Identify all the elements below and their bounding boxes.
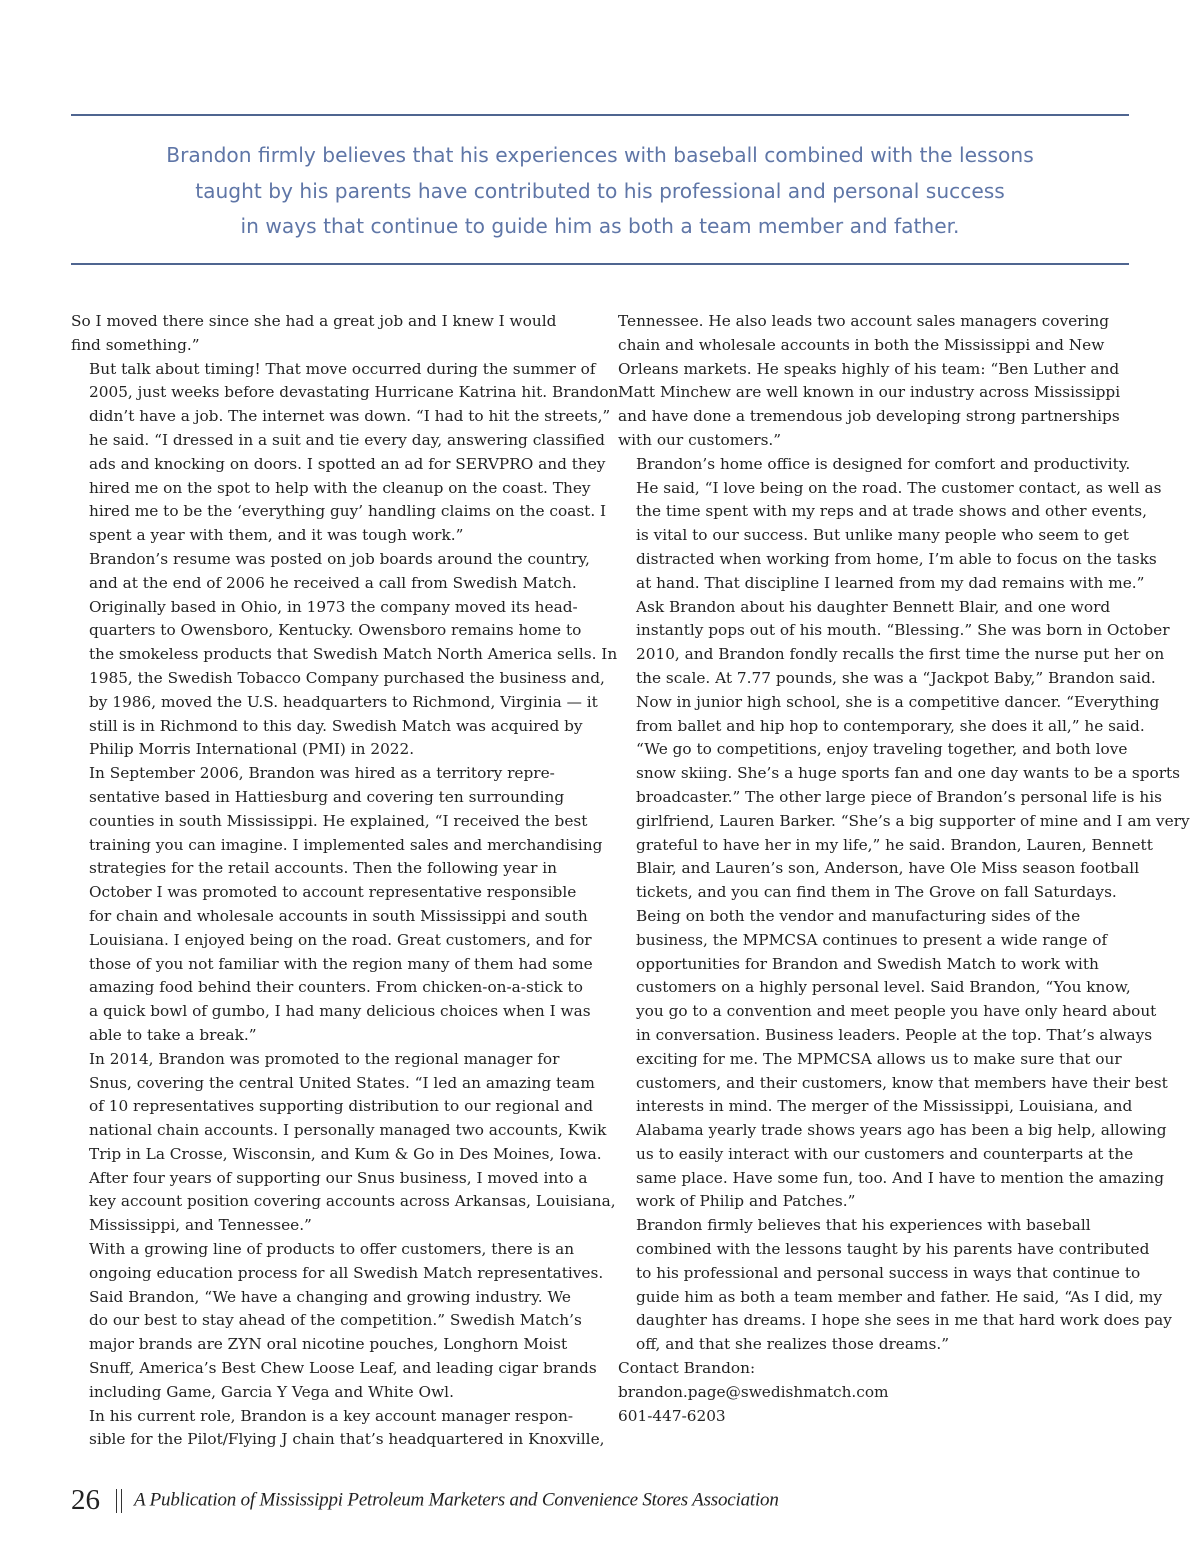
text-line: off, and that she realizes those dreams.” bbox=[636, 1335, 950, 1354]
text-line: exciting for me. The MPMCSA allows us to make sure that our bbox=[636, 1049, 1122, 1068]
pull-quote-line: in ways that continue to guide him as both a team member and father. bbox=[240, 214, 960, 238]
text-line: Snus, covering the central United States. “I led an amazing team bbox=[89, 1073, 595, 1092]
bottom-divider-rule bbox=[71, 263, 1129, 265]
footer-separator bbox=[116, 1489, 122, 1513]
paragraph bbox=[71, 1048, 616, 1238]
page-footer bbox=[71, 1484, 779, 1517]
paragraph bbox=[71, 548, 618, 762]
pull-quote-line: Brandon firmly believes that his experiences with baseball combined with the lessons bbox=[166, 143, 1034, 167]
text-line: Trip in La Crosse, Wisconsin, and Kum & Go in Des Moines, Iowa. bbox=[89, 1144, 602, 1163]
right-column bbox=[618, 310, 1190, 1428]
contact-phone: 601-447-6203 bbox=[618, 1406, 726, 1425]
text-line: In 2014, Brandon was promoted to the regional manager for bbox=[89, 1049, 560, 1068]
text-line: tickets, and you can find them in The Grove on fall Saturdays. bbox=[636, 883, 1117, 902]
text-line: to his professional and personal success in ways that continue to bbox=[636, 1263, 1141, 1282]
text-line: In his current role, Brandon is a key account manager respon- bbox=[89, 1406, 574, 1425]
text-line: So I moved there since she had a great job and I knew I would bbox=[71, 312, 557, 330]
text-line: guide him as both a team member and father. He said, “As I did, my bbox=[636, 1287, 1163, 1306]
text-line: able to take a break.” bbox=[89, 1025, 257, 1044]
text-line: With a growing line of products to offer customers, there is an bbox=[89, 1240, 575, 1259]
text-line: by 1986, moved the U.S. headquarters to Richmond, Virginia — it bbox=[89, 692, 598, 711]
text-line: Now in junior high school, she is a competitive dancer. “Everything bbox=[636, 692, 1160, 711]
text-line: Originally based in Ohio, in 1973 the company moved its head- bbox=[89, 597, 578, 616]
text-line: girlfriend, Lauren Barker. “She’s a big supporter of mine and I am very bbox=[636, 811, 1190, 830]
text-line: Louisiana. I enjoyed being on the road. Great customers, and for bbox=[89, 930, 592, 949]
text-line: opportunities for Brandon and Swedish Match to work with bbox=[636, 954, 1099, 973]
text-line: October I was promoted to account representative responsible bbox=[89, 883, 577, 902]
text-line: at hand. That discipline I learned from my dad remains with me.” bbox=[636, 573, 1145, 592]
text-line: In September 2006, Brandon was hired as a territory repre- bbox=[89, 764, 555, 783]
paragraph bbox=[71, 1238, 604, 1405]
text-line: training you can imagine. I implemented sales and merchandising bbox=[89, 835, 603, 854]
text-line: daughter has dreams. I hope she sees in me that hard work does pay bbox=[636, 1311, 1172, 1330]
paragraph bbox=[71, 1405, 605, 1453]
text-line: He said, “I love being on the road. The customer contact, as well as bbox=[636, 478, 1162, 497]
contact-email: brandon.page@swedishmatch.com bbox=[618, 1382, 889, 1401]
text-line: he said. “I dressed in a suit and tie every day, answering classified bbox=[89, 430, 605, 449]
text-line: grateful to have her in my life,” he said. Brandon, Lauren, Bennett bbox=[636, 835, 1153, 854]
text-line: amazing food behind their counters. From chicken-on-a-stick to bbox=[89, 978, 583, 997]
text-line: spent a year with them, and it was tough work.” bbox=[89, 526, 464, 545]
contact-heading: Contact Brandon: bbox=[618, 1359, 756, 1378]
text-line: But talk about timing! That move occurred during the summer of bbox=[89, 359, 596, 378]
text-line: combined with the lessons taught by his parents have contributed bbox=[636, 1240, 1150, 1259]
text-line: 2005, just weeks before devastating Hurricane Katrina hit. Brandon bbox=[89, 383, 619, 402]
text-line: instantly pops out of his mouth. “Blessing.” She was born in October bbox=[636, 621, 1170, 640]
text-line: Said Brandon, “We have a changing and growing industry. We bbox=[89, 1287, 571, 1306]
text-line: those of you not familiar with the region many of them had some bbox=[89, 954, 593, 973]
text-line: Alabama yearly trade shows years ago has been a big help, allowing bbox=[636, 1121, 1167, 1140]
text-line: Being on both the vendor and manufacturing sides of the bbox=[636, 906, 1081, 925]
text-line: hired me to be the ‘everything guy’ handling claims on the coast. I bbox=[89, 502, 607, 521]
text-line: 1985, the Swedish Tobacco Company purchased the business and, bbox=[89, 668, 605, 687]
text-line: Blair, and Lauren’s son, Anderson, have Ole Miss season football bbox=[636, 859, 1140, 878]
text-line: do our best to stay ahead of the competition.” Swedish Match’s bbox=[89, 1311, 582, 1330]
text-line: 2010, and Brandon fondly recalls the first time the nurse put her on bbox=[636, 645, 1165, 664]
text-line: customers, and their customers, know that members have their best bbox=[636, 1073, 1168, 1092]
text-line: key account position covering accounts across Arkansas, Louisiana, bbox=[89, 1192, 616, 1211]
text-line: work of Philip and Patches.” bbox=[636, 1192, 856, 1211]
text-line: After four years of supporting our Snus business, I moved into a bbox=[89, 1168, 588, 1187]
text-line: and have done a tremendous job developing strong partnerships bbox=[618, 407, 1120, 426]
text-line: for chain and wholesale accounts in south Mississippi and south bbox=[89, 906, 588, 925]
text-line: the scale. At 7.77 pounds, she was a “Jackpot Baby,” Brandon said. bbox=[636, 668, 1156, 687]
text-line: Tennessee. He also leads two account sales managers covering bbox=[618, 312, 1110, 330]
text-line: major brands are ZYN oral nicotine pouches, Longhorn Moist bbox=[89, 1335, 568, 1354]
pull-quote bbox=[100, 138, 1100, 245]
text-line: Philip Morris International (PMI) in 2022. bbox=[89, 740, 415, 759]
text-line: national chain accounts. I personally managed two accounts, Kwik bbox=[89, 1121, 607, 1140]
text-line: counties in south Mississippi. He explained, “I received the best bbox=[89, 811, 588, 830]
paragraph bbox=[618, 905, 1168, 1214]
paragraph bbox=[71, 358, 619, 548]
text-line: and at the end of 2006 he received a call from Swedish Match. bbox=[89, 573, 577, 592]
text-line: Brandon’s home office is designed for comfort and productivity. bbox=[636, 454, 1131, 473]
text-line: find something.” bbox=[71, 335, 200, 354]
text-line: Matt Minchew are well known in our industry across Mississippi bbox=[618, 383, 1121, 402]
text-line: same place. Have some fun, too. And I have to mention the amazing bbox=[636, 1168, 1164, 1187]
paragraph bbox=[618, 310, 1142, 453]
text-line: Orleans markets. He speaks highly of his team: “Ben Luther and bbox=[618, 359, 1120, 378]
text-line: sible for the Pilot/Flying J chain that’s headquartered in Knoxville, bbox=[89, 1430, 605, 1449]
left-column bbox=[71, 310, 619, 1452]
paragraph bbox=[618, 453, 1162, 596]
text-line: snow skiing. She’s a huge sports fan and one day wants to be a sports bbox=[636, 764, 1181, 783]
text-line: ongoing education process for all Swedish Match representatives. bbox=[89, 1263, 604, 1282]
top-divider-rule bbox=[71, 114, 1129, 116]
text-line: still is in Richmond to this day. Swedish Match was acquired by bbox=[89, 716, 583, 735]
text-line: is vital to our success. But unlike many people who seem to get bbox=[636, 526, 1129, 545]
paragraph bbox=[618, 1214, 1172, 1357]
text-line: “We go to competitions, enjoy traveling together, and both love bbox=[636, 740, 1128, 759]
text-line: chain and wholesale accounts in both the Mississippi and New bbox=[618, 335, 1105, 354]
text-line: broadcaster.” The other large piece of Brandon’s personal life is his bbox=[636, 787, 1162, 806]
text-line: business, the MPMCSA continues to present a wide range of bbox=[636, 930, 1108, 949]
text-line: including Game, Garcia Y Vega and White Owl. bbox=[89, 1382, 454, 1401]
text-line: in conversation. Business leaders. People at the top. That’s always bbox=[636, 1025, 1153, 1044]
text-line: of 10 representatives supporting distribution to our regional and bbox=[89, 1097, 594, 1116]
text-line: Mississippi, and Tennessee.” bbox=[89, 1216, 312, 1235]
page-number: 26 bbox=[71, 1484, 100, 1516]
paragraph bbox=[71, 762, 603, 1048]
text-line: the smokeless products that Swedish Match North America sells. In bbox=[89, 645, 618, 664]
contact-block bbox=[618, 1357, 1142, 1428]
text-line: sentative based in Hattiesburg and covering ten surrounding bbox=[89, 787, 565, 806]
text-line: strategies for the retail accounts. Then the following year in bbox=[89, 859, 558, 878]
text-line: the time spent with my reps and at trade shows and other events, bbox=[636, 502, 1147, 521]
text-line: Brandon firmly believes that his experiences with baseball bbox=[636, 1216, 1091, 1235]
pull-quote-line: taught by his parents have contributed to his professional and personal success bbox=[195, 178, 1005, 203]
text-line: ads and knocking on doors. I spotted an ad for SERVPRO and they bbox=[89, 454, 606, 473]
text-line: a quick bowl of gumbo, I had many delicious choices when I was bbox=[89, 1002, 591, 1021]
text-line: interests in mind. The merger of the Mississippi, Louisiana, and bbox=[636, 1097, 1133, 1116]
text-line: us to easily interact with our customers and counterparts at the bbox=[636, 1144, 1134, 1163]
paragraph bbox=[618, 596, 1190, 905]
publication-credit: A Publication of Mississippi Petroleum Marketers and Convenience Stores Association bbox=[134, 1489, 779, 1511]
text-line: hired me on the spot to help with the cleanup on the coast. They bbox=[89, 478, 591, 497]
text-line: didn’t have a job. The internet was down. “I had to hit the streets,” bbox=[89, 407, 611, 426]
text-line: Ask Brandon about his daughter Bennett Blair, and one word bbox=[636, 597, 1111, 616]
text-line: distracted when working from home, I’m able to focus on the tasks bbox=[636, 549, 1157, 568]
text-line: Brandon’s resume was posted on job boards around the country, bbox=[89, 549, 590, 568]
text-line: from ballet and hip hop to contemporary, she does it all,” he said. bbox=[636, 716, 1145, 735]
text-line: you go to a convention and meet people you have only heard about bbox=[636, 1002, 1157, 1021]
text-line: Snuff, America’s Best Chew Loose Leaf, and leading cigar brands bbox=[89, 1359, 597, 1378]
paragraph bbox=[71, 310, 595, 358]
text-line: customers on a highly personal level. Said Brandon, “You know, bbox=[636, 978, 1131, 997]
text-line: quarters to Owensboro, Kentucky. Owensboro remains home to bbox=[89, 621, 582, 640]
text-line: with our customers.” bbox=[618, 430, 782, 449]
